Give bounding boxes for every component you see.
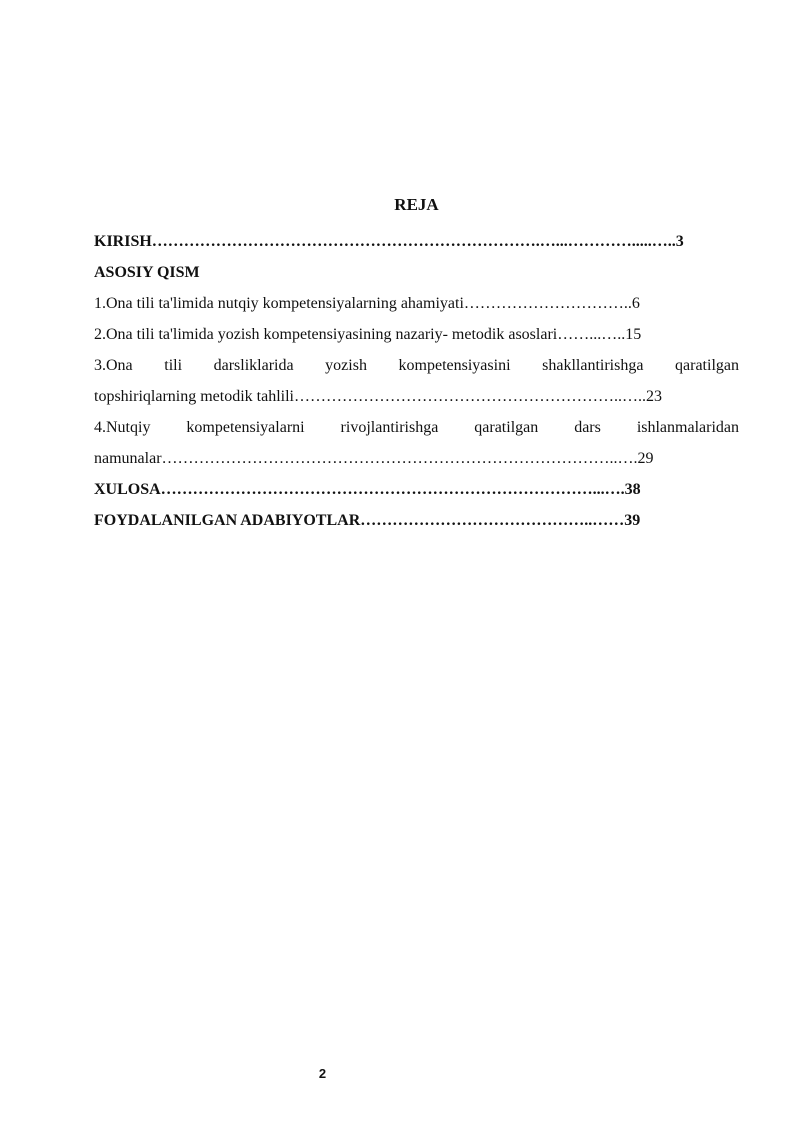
toc-entry-4-line-1: 4.Nutqiy kompetensiyalarni rivojlantirishga qaratilgan dars ishlanmalaridan <box>94 419 739 436</box>
page-number: 2 <box>318 1066 327 1081</box>
toc-entry-2: 2.Ona tili ta'limida yozish kompetensiyasining nazariy- metodik asoslari……...…..15 <box>94 326 642 343</box>
toc-heading-asosiy-qism: ASOSIY QISM <box>94 264 200 281</box>
toc-entry-foydalanilgan-adabiyotlar: FOYDALANILGAN ADABIYOTLAR……………………………………..……39 <box>94 512 641 529</box>
toc-entry-4-line-2: namunalar…………………………………………………………………………..….29 <box>94 450 654 467</box>
toc-entry-1: 1.Ona tili ta'limida nutqiy kompetensiyalarning ahamiyati…………………………..6 <box>94 295 640 312</box>
toc-entry-kirish: KIRISH……………………………………………………………….…...………….....…..3 <box>94 233 684 250</box>
table-of-contents <box>94 226 739 536</box>
toc-entry-xulosa: XULOSA………………………………………………………………………...….38 <box>94 481 641 498</box>
toc-entry-3-line-2: topshiriqlarning metodik tahlili……………………………………………………..…..23 <box>94 388 662 405</box>
toc-entry-3-line-1: 3.Ona tili darsliklarida yozish kompetensiyasini shakllantirishga qaratilgan <box>94 357 739 374</box>
document-title: REJA <box>394 195 439 214</box>
